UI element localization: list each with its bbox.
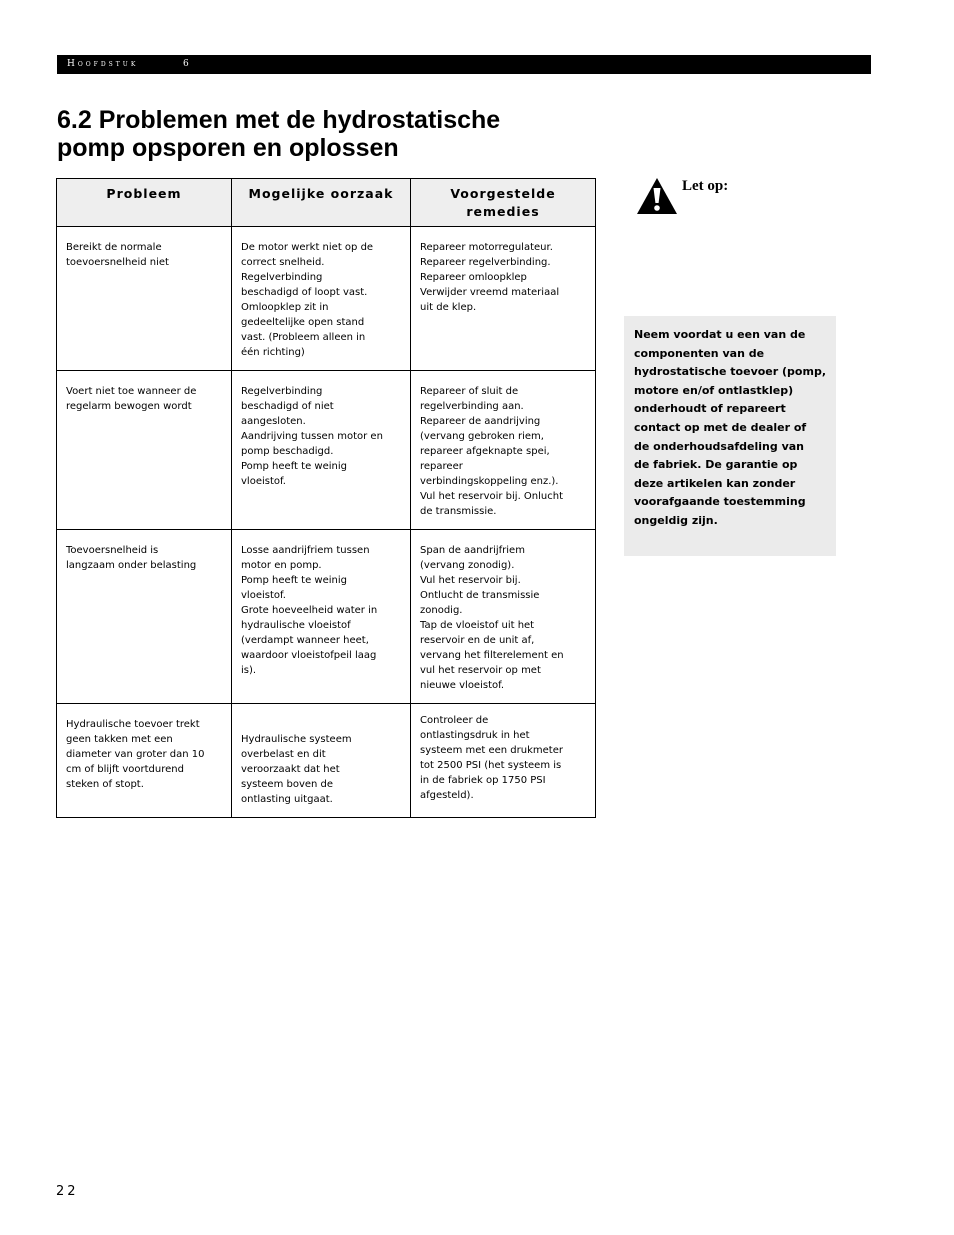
cell-text-line: diameter van groter dan 10 [66,749,205,760]
note-line: ongeldig zijn. [634,513,718,527]
cell-text-line: tot 2500 PSI (het systeem is [420,760,562,771]
note-line: deze artikelen kan zonder [634,476,796,490]
table-row [57,530,596,704]
problem-cell [57,227,232,371]
cell-text-line: systeem boven de [241,779,334,790]
problem-cell [57,704,232,818]
cell-text-line: afgesteld). [420,790,474,801]
cell-text-line: regelverbinding aan. [420,401,524,412]
cell-text-line: ontlasting uitgaat. [241,794,333,805]
note-line: voorafgaande toestemming [634,495,806,509]
cell-text-line: Repareer omloopklep [420,272,527,283]
cell-text-line: correct snelheid. [241,257,325,268]
cell-text-line: de transmissie. [420,506,497,517]
remedy-cell [411,704,596,818]
cell-text-line: Repareer de aandrijving [420,416,541,427]
cell-text-line: Regelverbinding [241,386,323,397]
section-title [57,106,617,162]
cell-text-line: vast. (Probleem alleen in [241,332,366,343]
cause-cell [232,704,411,818]
remedy-cell [411,371,596,530]
chapter-label: Hoofdstuk [67,59,139,69]
note-line: Neem voordat u een van de [634,328,806,341]
cell-text-line: Vul het reservoir bij. [420,575,521,586]
cell-text-line: De motor werkt niet op de [241,242,374,253]
cell-text-line: toevoersnelheid niet [66,257,169,268]
cell-text-line: hydraulische vloeistof [241,620,351,631]
note-line: contact op met de dealer of [634,420,807,434]
cell-text-line: één richting) [241,347,305,358]
cell-text-line: Losse aandrijfriem tussen [241,545,370,556]
cell-text-line: zonodig. [420,605,463,616]
cell-text-line: vervang het filterelement en [420,650,564,661]
cell-text-line: Pomp heeft te weinig [241,575,347,586]
cell-text-line: repareer afgeknapte spei, [420,446,550,457]
cell-text-line: Verwijder vreemd materiaal [420,287,560,298]
cell-text-line: waardoor vloeistofpeil laag [241,650,377,661]
cell-text-line: Aandrijving tussen motor en [241,431,383,442]
column-header-cause: Mogelijke oorzaak [232,179,411,227]
note-line: de fabriek. De garantie op [634,458,798,472]
cell-text-line: vul het reservoir op met [420,665,541,676]
cell-text-line: Ontlucht de transmissie [420,590,540,601]
cell-text-line: langzaam onder belasting [66,560,197,571]
section-title-line: 6.2 Problemen met de hydrostatische [57,106,501,134]
cell-text-line: Regelverbinding [241,272,323,283]
table-row [57,704,596,818]
table-body [57,227,596,818]
cell-text-line: Hydraulische systeem [241,734,352,745]
cell-text-line: is). [241,665,257,676]
cell-text-line: reservoir en de unit af, [420,635,535,646]
cell-text-line: motor en pomp. [241,560,322,571]
remedy-cell [411,530,596,704]
cell-text-line: in de fabriek op 1750 PSI [420,775,546,786]
cell-text-line: Pomp heeft te weinig [241,461,347,472]
warning-note-box [624,316,836,556]
cell-text-line: beschadigd of loopt vast. [241,287,368,298]
remedy-cell [411,227,596,371]
cell-text-line: (verdampt wanneer heet, [241,635,369,646]
cell-text-line [241,717,401,732]
column-header-remedy: Voorgestelde remedies [411,179,596,227]
cell-text-line: Toevoersnelheid is [66,545,159,556]
cell-text-line: overbelast en dit [241,749,326,760]
cell-text-line: Tap de vloeistof uit het [420,620,535,631]
cell-text-line: ontlastingsdruk in het [420,730,530,741]
troubleshooting-table [56,178,596,818]
note-line: hydrostatische toevoer (pomp, [634,365,826,379]
table-row [57,227,596,371]
note-line: de onderhoudsafdeling van [634,439,804,453]
cause-cell [232,530,411,704]
warning-icon [636,177,678,215]
cell-text-line: Hydraulische toevoer trekt [66,719,200,730]
chapter-number: 6 [183,59,189,69]
cell-text-line: nieuwe vloeistof. [420,680,505,691]
cell-text-line: (vervang zonodig). [420,560,515,571]
cell-text-line: repareer [420,461,463,472]
cell-text-line: steken of stopt. [66,779,144,790]
cause-cell [232,227,411,371]
cell-text-line: gedeeltelijke open stand [241,317,365,328]
cell-text-line: Span de aandrijfriem [420,545,525,556]
cell-text-line: systeem met een drukmeter [420,745,563,756]
problem-cell [57,530,232,704]
note-line: componenten van de [634,346,765,360]
cell-text-line: Repareer motorregulateur. [420,242,553,253]
chapter-header-bar [57,55,871,74]
cell-text-line: aangesloten. [241,416,306,427]
cell-text-line: Vul het reservoir bij. Onlucht [420,491,564,502]
cell-text-line: Repareer regelverbinding. [420,257,551,268]
cell-text-line: uit de klep. [420,302,477,313]
cell-text-line: vloeistof. [241,476,286,487]
cell-text-line: (vervang gebroken riem, [420,431,544,442]
cell-text-line: cm of blijft voortdurend [66,764,184,775]
cell-text-line: regelarm bewogen wordt [66,401,192,412]
warning-note-text [634,326,842,531]
note-line: motore en/of ontlastklep) [634,383,794,397]
problem-cell [57,371,232,530]
note-line: onderhoudt of repareert [634,402,786,416]
cell-text-line: beschadigd of niet [241,401,334,412]
cell-text-line: verbindingskoppeling enz.). [420,476,559,487]
cell-text-line: Bereikt de normale [66,242,162,253]
cell-text-line: pomp beschadigd. [241,446,334,457]
cause-cell [232,371,411,530]
column-header-problem: Probleem [57,179,232,227]
table-row [57,371,596,530]
let-op-label: Let op: [682,178,729,194]
cell-text-line: vloeistof. [241,590,286,601]
cell-text-line: Omloopklep zit in [241,302,329,313]
table-header-row [57,179,596,227]
cell-text-line: Grote hoeveelheid water in [241,605,378,616]
section-title-line: pomp opsporen en oplossen [57,134,399,162]
cell-text-line: Repareer of sluit de [420,386,519,397]
cell-text-line: Voert niet toe wanneer de [66,386,197,397]
cell-text-line: geen takken met een [66,734,173,745]
cell-text-line: veroorzaakt dat het [241,764,340,775]
page-number: 22 [56,1184,79,1199]
cell-text-line: Controleer de [420,715,489,726]
